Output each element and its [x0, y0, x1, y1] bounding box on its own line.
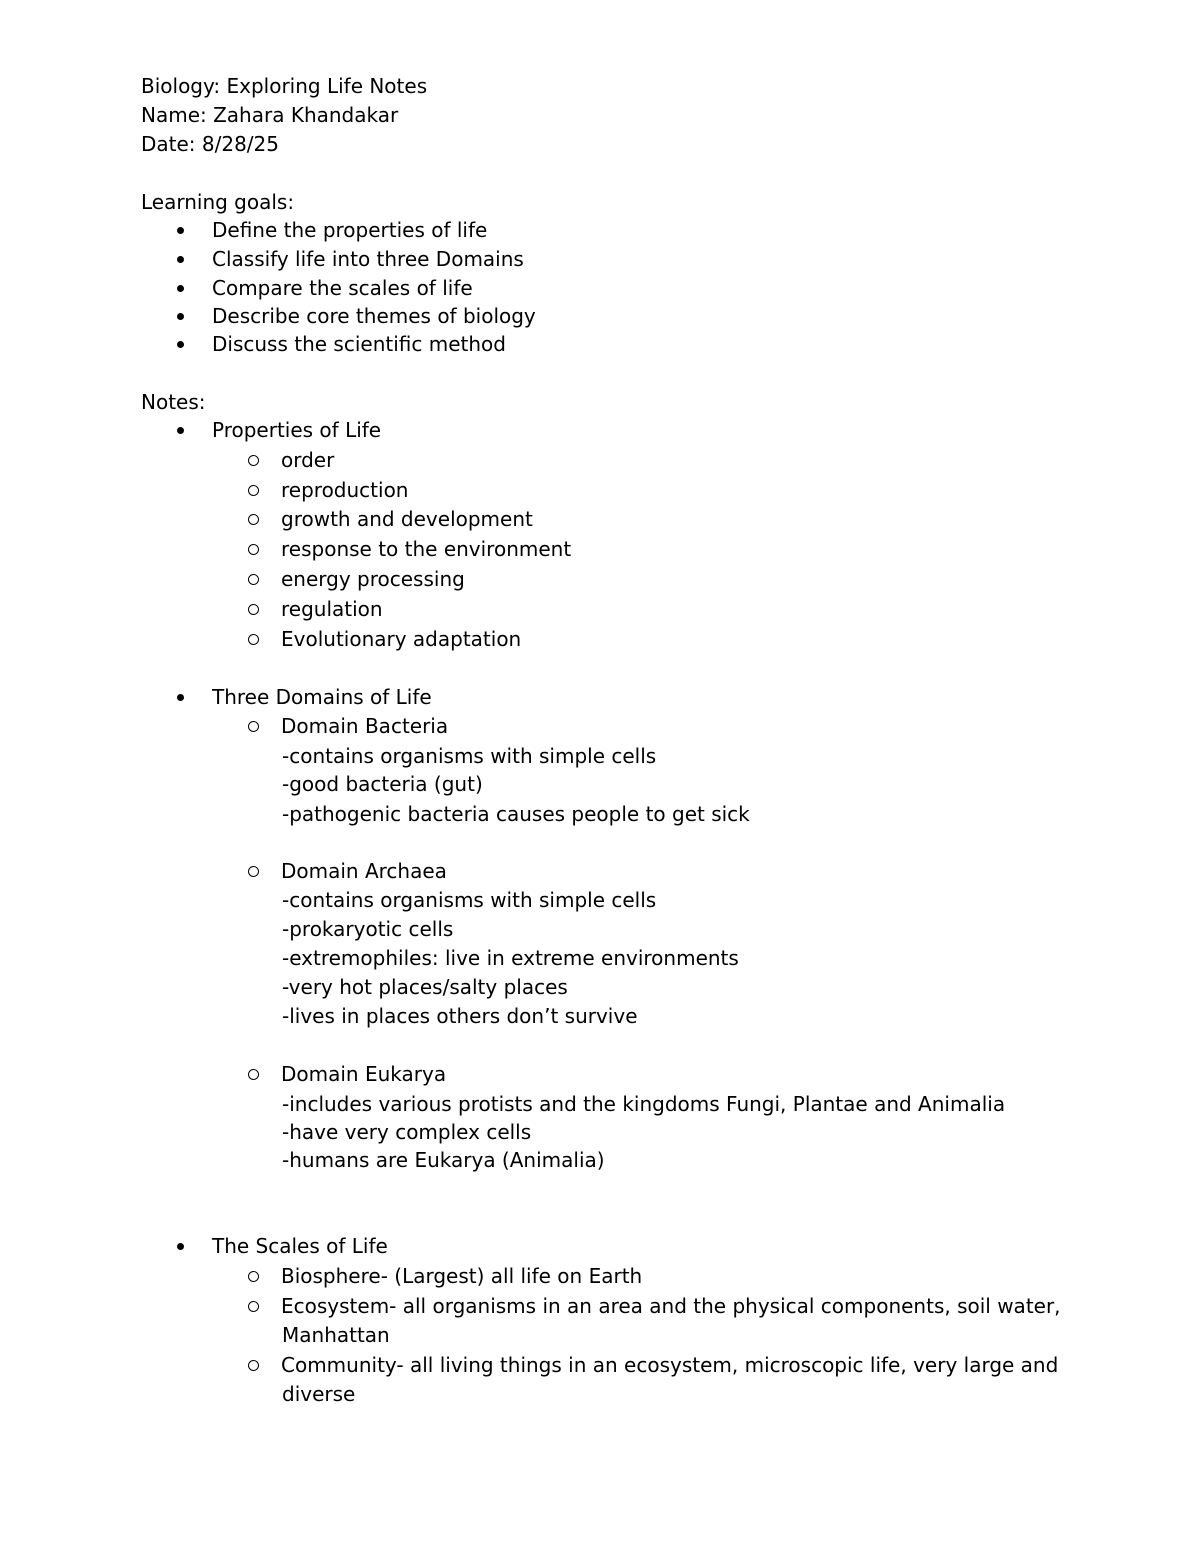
domain-detail: -contains organisms with simple cells — [282, 744, 657, 768]
document-title: Biology: Exploring Life Notes — [141, 74, 428, 98]
bullet-icon — [177, 694, 184, 701]
circle-bullet-icon — [248, 485, 259, 496]
domain-detail: -extremophiles: live in extreme environments — [282, 946, 739, 970]
circle-bullet-icon — [248, 721, 259, 732]
learning-goal-item: Discuss the scientific method — [177, 330, 506, 359]
property-item: Evolutionary adaptation — [248, 625, 521, 654]
scales-heading: The Scales of Life — [177, 1232, 388, 1261]
bullet-icon — [177, 341, 184, 348]
property-item: reproduction — [248, 476, 408, 505]
domain-detail: -good bacteria (gut) — [282, 772, 483, 796]
scale-item-ecosystem: Ecosystem- all organisms in an area and the physical components, soil water, — [248, 1292, 1061, 1321]
circle-bullet-icon — [248, 455, 259, 466]
notes-label: Notes: — [141, 390, 206, 414]
properties-heading: Properties of Life — [177, 416, 381, 445]
bullet-icon — [177, 227, 184, 234]
scale-item-biosphere: Biosphere- (Largest) all life on Earth — [248, 1262, 642, 1291]
domain-detail: -lives in places others don’t survive — [282, 1004, 638, 1028]
circle-bullet-icon — [248, 574, 259, 585]
circle-bullet-icon — [248, 604, 259, 615]
property-item: regulation — [248, 595, 383, 624]
domain-detail: -prokaryotic cells — [282, 917, 454, 941]
scale-item-continuation: diverse — [282, 1382, 356, 1406]
scale-item-community: Community- all living things in an ecosystem, microscopic life, very large and — [248, 1351, 1058, 1380]
circle-bullet-icon — [248, 1271, 259, 1282]
domain-bacteria-title: Domain Bacteria — [248, 712, 448, 741]
scale-item-continuation: Manhattan — [282, 1323, 390, 1347]
learning-goal-item: Classify life into three Domains — [177, 245, 524, 274]
circle-bullet-icon — [248, 1301, 259, 1312]
circle-bullet-icon — [248, 544, 259, 555]
property-item: order — [248, 446, 334, 475]
property-item: growth and development — [248, 505, 533, 534]
property-item: energy processing — [248, 565, 465, 594]
date-line: Date: 8/28/25 — [141, 132, 279, 156]
bullet-icon — [177, 285, 184, 292]
circle-bullet-icon — [248, 866, 259, 877]
bullet-icon — [177, 1243, 184, 1250]
learning-goals-label: Learning goals: — [141, 190, 295, 214]
bullet-icon — [177, 313, 184, 320]
domain-detail: -contains organisms with simple cells — [282, 888, 657, 912]
domain-detail: -pathogenic bacteria causes people to get sick — [282, 802, 750, 826]
circle-bullet-icon — [248, 634, 259, 645]
learning-goal-item: Describe core themes of biology — [177, 302, 536, 331]
domain-detail: -very hot places/salty places — [282, 975, 568, 999]
domains-heading: Three Domains of Life — [177, 683, 432, 712]
bullet-icon — [177, 427, 184, 434]
learning-goal-item: Compare the scales of life — [177, 274, 473, 303]
domain-detail: -humans are Eukarya (Animalia) — [282, 1148, 605, 1172]
circle-bullet-icon — [248, 514, 259, 525]
student-name: Name: Zahara Khandakar — [141, 103, 399, 127]
domain-eukarya-title: Domain Eukarya — [248, 1060, 446, 1089]
domain-detail: -includes various protists and the kingdoms Fungi, Plantae and Animalia — [282, 1092, 1006, 1116]
property-item: response to the environment — [248, 535, 571, 564]
domain-detail: -have very complex cells — [282, 1120, 532, 1144]
learning-goal-item: Define the properties of life — [177, 216, 487, 245]
bullet-icon — [177, 256, 184, 263]
circle-bullet-icon — [248, 1069, 259, 1080]
circle-bullet-icon — [248, 1360, 259, 1371]
domain-archaea-title: Domain Archaea — [248, 857, 447, 886]
